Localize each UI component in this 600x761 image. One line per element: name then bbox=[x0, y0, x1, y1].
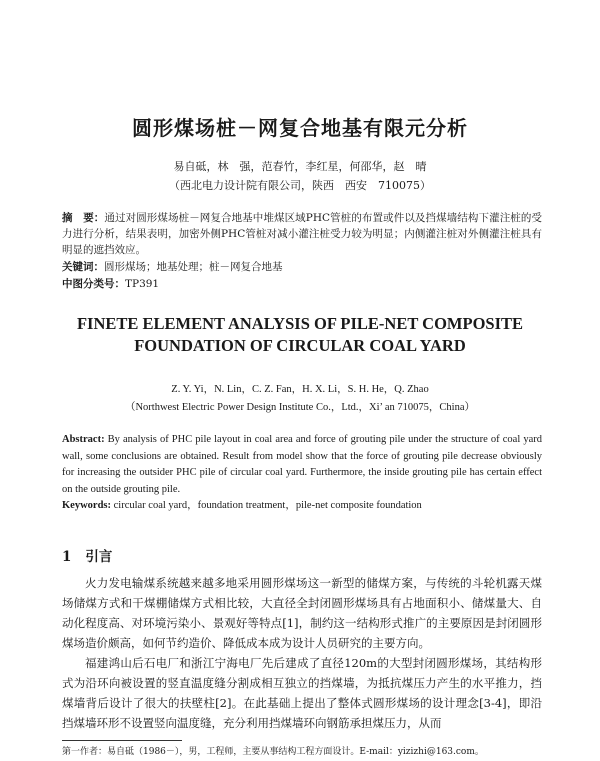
footnote: 第一作者：易自砥（1986－），男，工程师，主要从事结构工程方面设计。E-mail：yizizhi@163.com。 bbox=[62, 747, 484, 757]
abstract-en-label: Abstract: bbox=[62, 434, 105, 445]
title-en-line1: FINETE ELEMENT ANALYSIS OF PILE-NET COMPOSITE bbox=[76, 314, 524, 333]
keywords-zh-label: 关键词： bbox=[62, 261, 104, 273]
classification-zh-label: 中图分类号： bbox=[62, 278, 125, 290]
keywords-en bbox=[62, 497, 542, 512]
abstract-zh-label: 摘 要： bbox=[62, 212, 105, 224]
authors-en: Z. Y. Yi，N. Lin，C. Z. Fan，H. X. Li，S. H. He，Q. Zhao bbox=[171, 384, 429, 395]
body-paragraph: 火力发电输煤系统越来越多地采用圆形煤场这一新型的储煤方案，与传统的斗轮机露天煤场储煤方式和干煤棚储煤方式相比较，大直径全封闭圆形煤场具有占地面积小、储煤量大、自动化程度高、对环境污染小、景观好等特点[1]，制约这一结构形式推广的主要原因是封闭圆形煤场造价颇高，如何节约造价、降低成本成为设计人员研究的主要方向。 bbox=[62, 576, 542, 650]
affiliation-zh: （西北电力设计院有限公司，陕西 西安 710075） bbox=[169, 179, 431, 192]
classification-zh-text: TP391 bbox=[125, 278, 160, 290]
authors-zh: 易自砥，林 强，范春竹，李红星，何邵华，赵 晴 bbox=[173, 160, 427, 173]
keywords-en-text: circular coal yard，foundation treatment，pile-net composite foundation bbox=[111, 500, 422, 511]
abstract-en-text: By analysis of PHC pile layout in coal area and force of grouting pile under the structure of coal yard wall, some conclusions are obtained. Result from model show that the force of grouting pile decrease obviously for increasing the outsider PHC pile of circular coal yard. Furthermore, the inside grouting pile has certain effect on the outside grouting pile. bbox=[62, 434, 542, 495]
classification-zh bbox=[62, 276, 542, 291]
abstract-zh bbox=[62, 210, 542, 258]
keywords-zh bbox=[62, 259, 542, 274]
section-number: 1 bbox=[62, 549, 72, 565]
keywords-en-label: Keywords: bbox=[62, 500, 111, 511]
title-zh: 圆形煤场桩－网复合地基有限元分析 bbox=[132, 116, 468, 140]
section-title: 引言 bbox=[85, 549, 113, 565]
affiliation-en: （Northwest Electric Power Design Institute Co.，Ltd.，Xi’ an 710075，China） bbox=[124, 402, 476, 413]
abstract-en bbox=[62, 432, 542, 498]
footnote-rule bbox=[62, 740, 182, 741]
title-en-line2: FOUNDATION OF CIRCULAR COAL YARD bbox=[134, 336, 466, 355]
title-en bbox=[0, 313, 600, 357]
body-paragraph: 福建鸿山后石电厂和浙江宁海电厂先后建成了直径120m的大型封闭圆形煤场，其结构形式为沿环向被设置的竖直温度缝分割成相互独立的挡煤墙，为抵抗煤压力产生的水平推力，挡煤墙背后设计了很大的扶壁柱[2]。在此基础上提出了整体式圆形煤场的设计理念[3-4]，即沿挡煤墙环形不设置竖向温度缝，充分利用挡煤墙环向钢筋承担煤压力，从而 bbox=[62, 656, 542, 730]
keywords-zh-text: 圆形煤场；地基处理；桩－网复合地基 bbox=[104, 261, 283, 273]
abstract-zh-text: 通过对圆形煤场桩－网复合地基中堆煤区域PHC管桩的布置或件以及挡煤墙结构下灌注桩的受力进行分析，结果表明，加密外侧PHC管桩对减小灌注桩受力较为明显；内侧灌注桩对外侧灌注桩具有明显的遮挡效应。 bbox=[62, 212, 543, 256]
section-heading bbox=[62, 545, 112, 565]
section-body bbox=[62, 573, 542, 733]
